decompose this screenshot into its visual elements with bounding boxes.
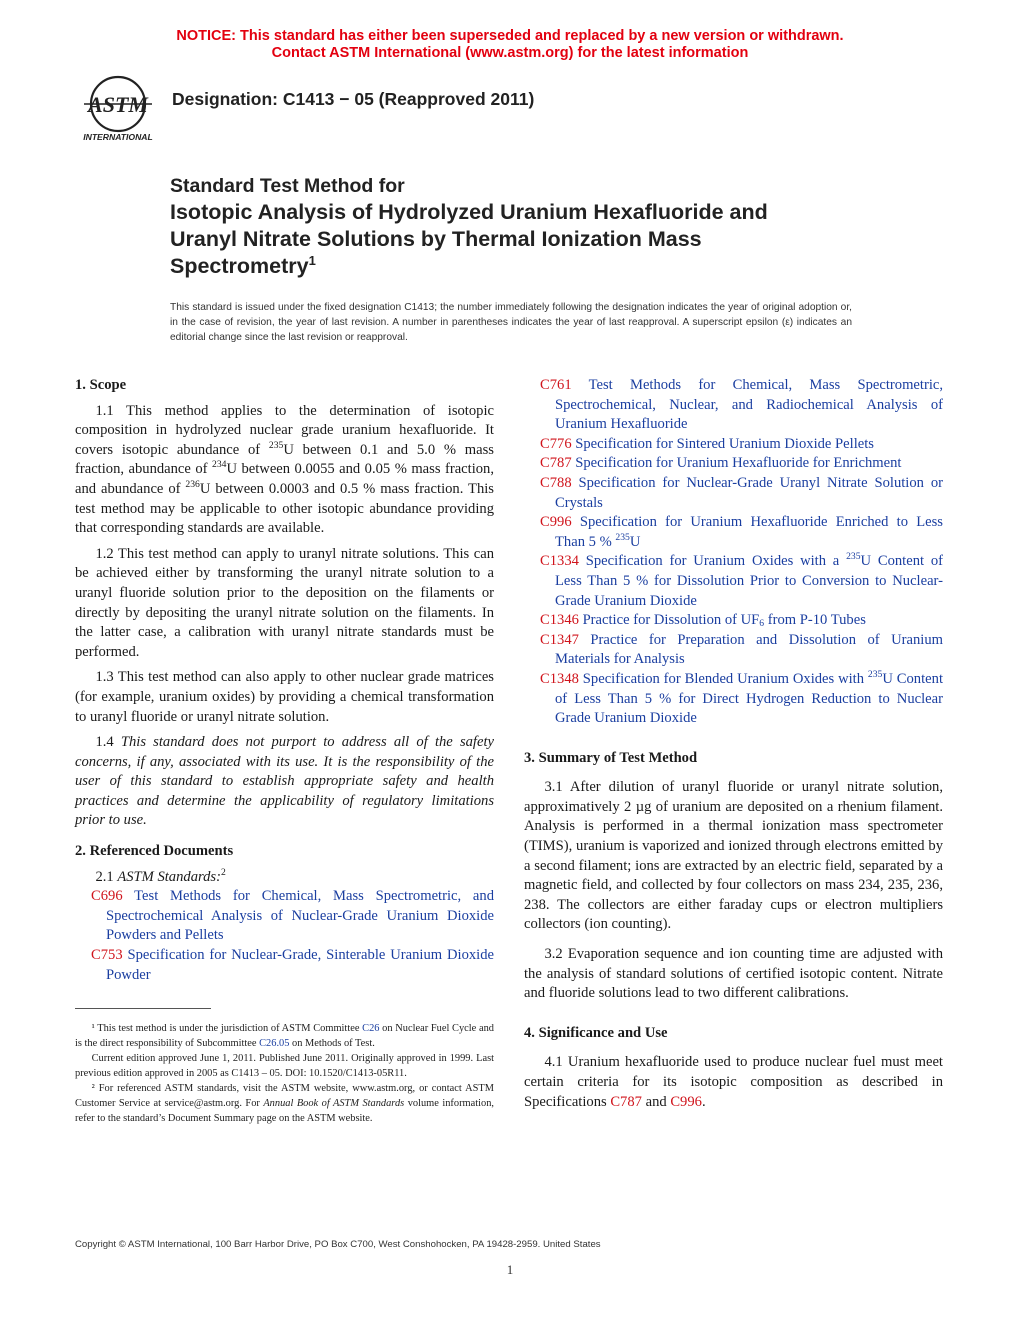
issuance-statement: This standard is issued under the fixed designation C1413; the number immediately following the designation indicates the year of original adoption or, in the case of revision, the year of last revision. A number in parentheses indicates the year of last reapproval. A superscript epsilon (ε) indicates an editorial change since the last revision or reapproval. (170, 302, 852, 343)
notice-line-2: Contact ASTM International (www.astm.org) for the latest information (271, 45, 749, 61)
section-3-heading: 3. Summary of Test Method (524, 749, 698, 766)
ref-c753: C753 Specification for Nuclear-Grade, Sinterable Uranium Dioxide Powder (91, 947, 494, 983)
ref-c776-link[interactable]: C776 (540, 435, 572, 452)
title-footnote-mark: 1 (308, 253, 316, 269)
withdrawal-notice (0, 28, 1020, 62)
left-column (75, 376, 494, 985)
title-line-3: Uranyl Nitrate Solutions by Thermal Ionization Mass (170, 227, 702, 251)
logo-subtext: INTERNATIONAL (83, 132, 153, 142)
ref-c776: C776 Specification for Sintered Uranium Dioxide Pellets (540, 435, 874, 452)
section-3-1: 3.1 After dilution of uranyl fluoride or uranyl nitrate solution, approximatively 2 µg of uranium are deposited on a rhenium filament. Analysis is performed in a thermal ionization mass spectrometer (TIMS), uranium is vaporized and ionized through electrons emitted by a second filament; ions are extracted by an electric field, separated by a magnetic field, and collected by four collectors on mass 234, 235, 236, 238. The collectors are either faraday cups or electron multipliers collectors (ion counting). (524, 779, 943, 933)
title-line-4-text: Spectrometry (170, 254, 309, 278)
ref-c996-link[interactable]: C996 (540, 514, 572, 531)
astm-logo-mark (74, 74, 162, 146)
ref-c696-link[interactable]: C696 (91, 888, 123, 905)
spec-c787-link[interactable]: C787 (610, 1093, 642, 1110)
ref-c788: C788 Specification for Nuclear-Grade Uranyl Nitrate Solution or Crystals (540, 474, 943, 511)
ref-c787-link[interactable]: C787 (540, 455, 572, 472)
section-1-4: 1.4 This standard does not purport to address all of the safety concerns, if any, associated with its use. It is the responsibility of the user of this standard to establish appropriate safety and health practices and determine the applicability of regulatory limitations prior to use. (75, 734, 494, 829)
ref-c1334: C1334 Specification for Uranium Oxides with a $^{235}$U Content of Less Than 5 % for Dissolution Prior to Conversion to Nuclear-Grade Uranium Dioxide (540, 551, 943, 609)
section-1-1: 1.1 This method applies to the determination of isotopic composition in hydrolyzed nuclear grade uranium hexafluoride. It covers isotopic abundance of $^{235}$U between 0.1 and 5.0 % mass fraction, abundance of $^{234}$U between 0.0055 and 0.05 % mass fraction, and abundance of $^{236}$U between 0.0003 and 0.5 % mass fraction. This test method may be applicable to other isotopic abundance providing that corresponding standards are available. (75, 402, 495, 537)
footnote-1: ¹ This test method is under the jurisdiction of ASTM Committee C26 on Nuclear Fuel Cycle and is the direct responsibility of Subcommittee C26.05 on Methods of Test. (75, 1023, 494, 1049)
designation: Designation: C1413 − 05 (Reapproved 2011) (172, 89, 535, 109)
title-line-1: Standard Test Method for (170, 175, 405, 197)
logo-letters: ASTM (88, 92, 148, 117)
ref-c1346-link[interactable]: C1346 (540, 612, 579, 629)
section-2-heading: 2. Referenced Documents (75, 843, 234, 860)
ref-c761: C761 Test Methods for Chemical, Mass Spectrometric, Spectrochemical, Nuclear, and Radiochemical Analysis of Uranium Hexafluoride (540, 377, 943, 433)
ref-c761-link[interactable]: C761 (540, 377, 572, 393)
title-line-2: Isotopic Analysis of Hydrolyzed Uranium Hexafluoride and (170, 200, 768, 224)
document-title (170, 174, 890, 280)
astm-logo (74, 74, 162, 146)
section-4-1: 4.1 Uranium hexafluoride used to produce nuclear fuel must meet certain criteria for its isotopic composition as described in Specifications C787 and C996. (524, 1054, 943, 1110)
section-1-heading: 1. Scope (75, 377, 127, 393)
footnote-subcommittee-link[interactable]: C26.05 (259, 1038, 290, 1049)
ref-c787: C787 Specification for Uranium Hexafluoride for Enrichment (540, 455, 902, 472)
title-line-4 (170, 253, 890, 280)
footnote-1-history: Current edition approved June 1, 2011. Published June 2011. Originally approved in 1999. Last previous edition approved in 2005 as C1413 – 05. DOI: 10.1520/C1413-05R11. (75, 1053, 494, 1079)
copyright-line: Copyright © ASTM International, 100 Barr Harbor Drive, PO Box C700, West Conshohocken, PA 19428-2959. United States (75, 1239, 601, 1250)
footnote-rule (75, 1008, 211, 1009)
ref-c1347: C1347 Practice for Preparation and Dissolution of Uranium Materials for Analysis (540, 631, 943, 668)
section-2-1: 2.1 ASTM Standards:$^2$ (95, 866, 226, 885)
ref-c788-link[interactable]: C788 (540, 474, 572, 491)
ref-c1346: C1346 Practice for Dissolution of $UF_6$ from P-10 Tubes (540, 612, 866, 630)
page-number: 1 (506, 1262, 514, 1277)
ref-c1348: C1348 Specification for Blended Uranium Oxides with $^{235}$U Content of Less Than 5 % for Direct Hydrogen Reduction to Nuclear Grade Uranium Dioxide (540, 669, 943, 727)
ref-c1348-link[interactable]: C1348 (540, 670, 579, 687)
ref-c996: C996 Specification for Uranium Hexafluoride Enriched to Less Than 5 % $^{235}$U (540, 514, 943, 550)
footnote-2: ² For referenced ASTM standards, visit the ASTM website, www.astm.org, or contact ASTM Customer Service at service@astm.org. For Annual Book of ASTM Standards volume information, refer to the standard’s Document Summary page on the ASTM website. (75, 1083, 494, 1124)
section-3-2: 3.2 Evaporation sequence and ion counting time are adjusted with the analysis of standard solutions of certified isotopic content. Nitrate and fluoride solutions lead to two different calibrations. (524, 946, 943, 1002)
ref-c1347-link[interactable]: C1347 (540, 631, 579, 648)
section-1-3: 1.3 This test method can also apply to other nuclear grade matrices (for example, uranium oxides) by providing a chemical transformation to uranyl fluoride or uranyl nitrate solution. (75, 669, 494, 725)
section-1-2: 1.2 This test method can apply to uranyl nitrate solutions. This can be achieved either by transforming the uranyl nitrate solution to a uranyl fluoride solution prior to the deposition on the filaments or directly by depositing the uranyl nitrate solution on the filaments. In the latter case, a calibration with uranyl nitrate standards must be performed. (75, 545, 494, 660)
ref-c696: C696 Test Methods for Chemical, Mass Spectrometric, and Spectrochemical Analysis of Nuclear-Grade Uranium Dioxide Powders and Pellets (91, 888, 494, 944)
spec-c996-link[interactable]: C996 (670, 1093, 702, 1110)
notice-line-1: NOTICE: This standard has either been superseded and replaced by a new version or withdrawn. (176, 28, 844, 44)
footnotes (75, 1021, 494, 1126)
ref-c1334-link[interactable]: C1334 (540, 553, 579, 570)
section-4-heading: 4. Significance and Use (524, 1024, 668, 1041)
footnote-committee-link[interactable]: C26 (362, 1023, 380, 1034)
right-column (524, 376, 943, 1112)
ref-c753-link[interactable]: C753 (91, 947, 123, 964)
